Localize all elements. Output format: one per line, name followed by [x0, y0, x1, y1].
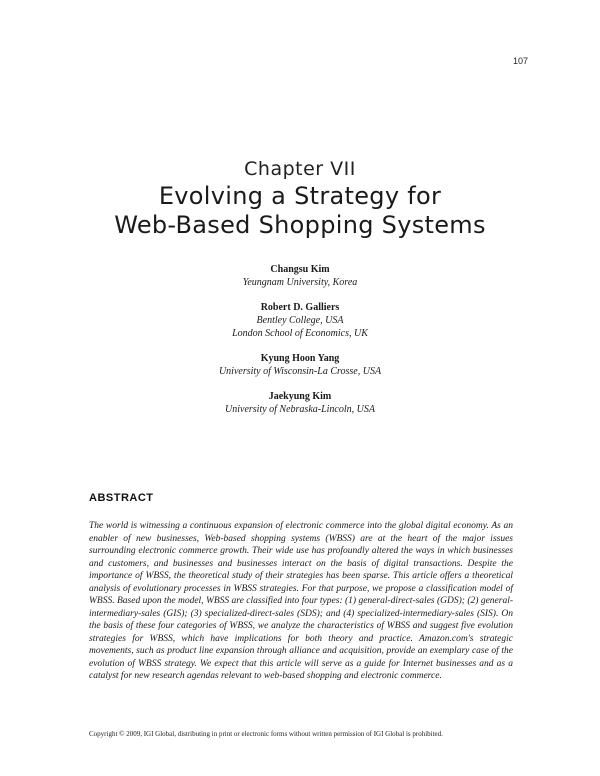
author-block — [0, 390, 600, 416]
author-block — [0, 301, 600, 340]
author-name: Jaekyung Kim — [268, 391, 332, 402]
copyright-notice: Copyright © 2009, IGI Global, distributing in print or electronic forms without written permission of IGI Global is prohibited. — [89, 730, 443, 738]
author-name: Kyung Hoon Yang — [260, 353, 340, 364]
chapter-title-line-1: Evolving a Strategy for — [158, 182, 442, 210]
page-number: 107 — [512, 56, 528, 66]
author-affiliation: University of Nebraska-Lincoln, USA — [225, 404, 375, 415]
abstract-body: The world is witnessing a continuous expansion of electronic commerce into the global digital economy. As an enabler of new businesses, Web-based shopping systems (WBSS) are at the heart of the major issues surrounding electronic commerce growth. Their wide use has profoundly altered the ways in which businesses and customers, and businesses and businesses interact on the basis of digital transactions. Despite the importance of WBSS, the theoretical study of their strategies has been sparse. This article offers a theoretical analysis of evolutionary processes in WBSS strategies. For that purpose, we propose a classification model of WBSS. Based upon the model, WBSS are classified into four types: (1) general-direct-sales (GDS); (2) general-intermediary-sales (GIS); (3) specialized-direct-sales (SDS); and (4) specialized-intermediary-sales (SIS). On the basis of these four categories of WBSS, we analyze the characteristics of WBSS and suggest five evolution strategies for WBSS, which have implications for both theory and practice. Amazon.com's strategic movements, such as product line expansion through alliance and acquisition, provide an exemplary case of the evolution of WBSS strategy. We expect that this article will serve as a guide for Internet businesses and as a catalyst for new research agendas relevant to web-based shopping and electronic commerce. — [89, 521, 513, 681]
author-name: Robert D. Galliers — [260, 302, 340, 313]
chapter-title — [0, 182, 600, 240]
author-affiliation: University of Wisconsin-La Crosse, USA — [218, 366, 382, 377]
chapter-header — [0, 158, 600, 240]
author-name: Changsu Kim — [270, 264, 330, 275]
author-affiliation: Yeungnam University, Korea — [242, 277, 358, 288]
abstract-heading: ABSTRACT — [89, 492, 154, 504]
chapter-title-line-2: Web-Based Shopping Systems — [114, 211, 486, 239]
chapter-label: Chapter VII — [244, 158, 356, 180]
author-list — [0, 263, 600, 428]
author-affiliation: London School of Economics, UK — [232, 328, 368, 339]
author-block — [0, 263, 600, 289]
author-block — [0, 352, 600, 378]
author-affiliation: Bentley College, USA — [256, 315, 344, 326]
